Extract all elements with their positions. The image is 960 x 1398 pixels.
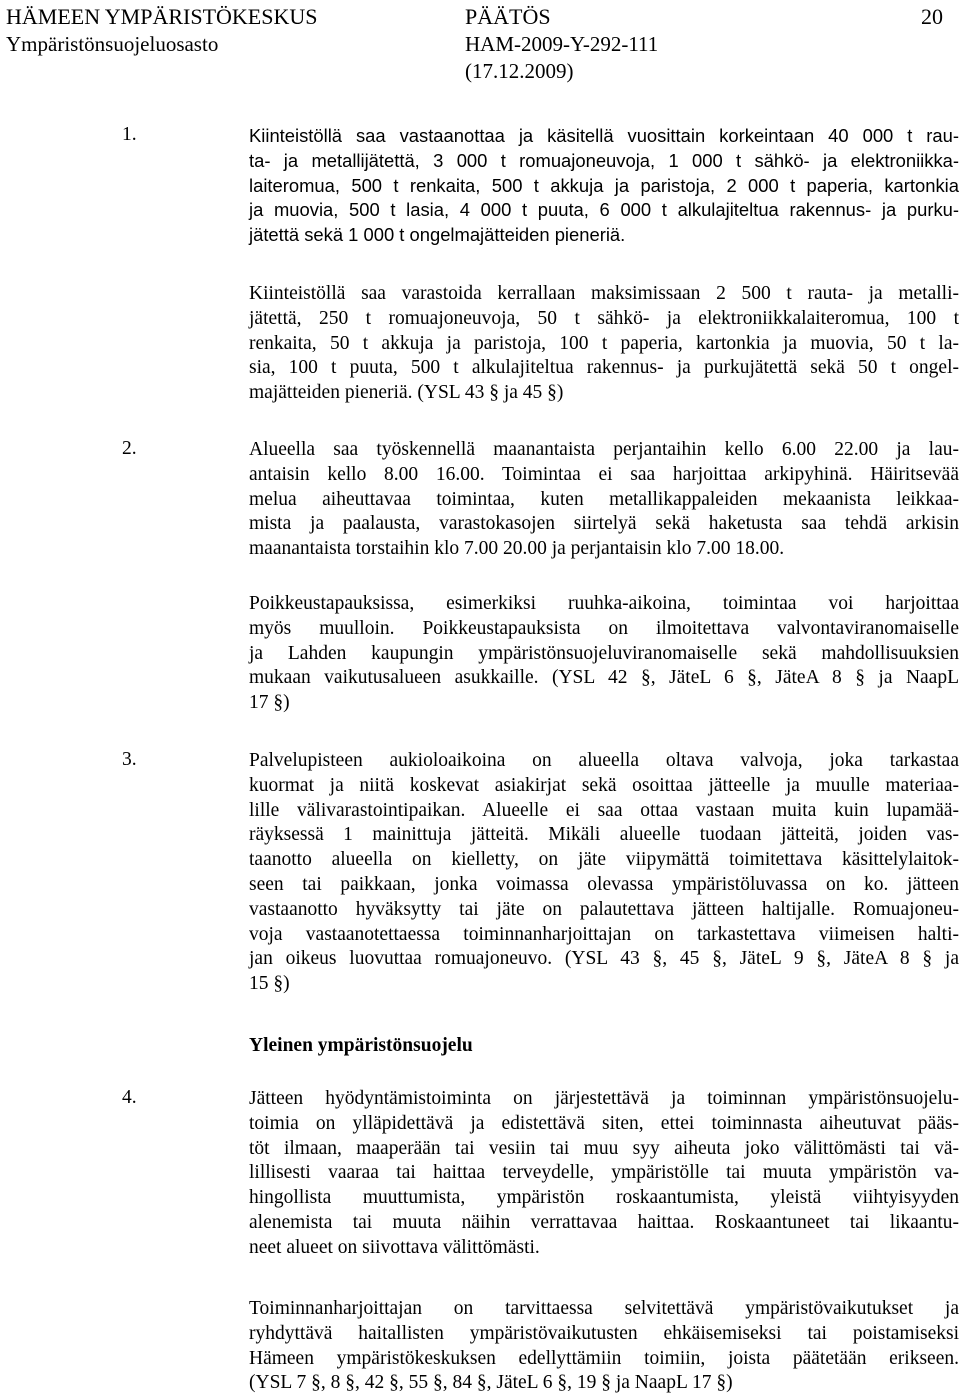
text-line: myös muulloin. Poikkeustapauksista on ilmoitettava valvontaviranomaiselle — [249, 617, 959, 639]
text-line: Kiinteistöllä saa vastaanottaa ja käsitellä vuosittain korkeintaan 40 000 t rau- — [249, 125, 959, 146]
item-number-4: 4. — [122, 1087, 137, 1108]
text-line: ryhdyttävä haitallisten ympäristövaikutusten ehkäisemiseksi tai poistamiseksi — [249, 1322, 959, 1344]
text-line: Toiminnanharjoittajan on tarvittaessa selvitettävä ympäristövaikutukset ja — [249, 1298, 959, 1319]
text-line: toimia on ylläpidettävä ja edistettävä siten, ettei toiminnasta aiheutuvat pääs- — [249, 1112, 959, 1134]
item-4-paragraph-1 — [249, 1087, 959, 1261]
header-unit: Ympäristönsuojeluosasto — [6, 32, 219, 56]
item-2-paragraph-2 — [249, 592, 959, 716]
text-line: Poikkeustapauksissa, esimerkiksi ruuhka-aikoina, toimintaa voi harjoittaa — [249, 593, 959, 614]
text-line: sia, 100 t puuta, 500 t alkulajiteltua rakennus- ja purkujätettä sekä 50 t ongel- — [249, 357, 959, 379]
text-line: jätettä, 250 t romuajoneuvoja, 50 t sähkö- ja elektroniikkalaiteromua, 100 t — [249, 307, 959, 329]
text-line: ja muovia, 500 t lasia, 4 000 t puuta, 6 000 t alkulajiteltua rakennus- ja purku- — [249, 199, 959, 221]
text-line: Hämeen ympäristökeskuksen edellyttämiin toimiin, joista päätetään erikseen. — [249, 1347, 959, 1369]
text-line: mista ja paalausta, varastokasojen siirtelyä sekä haketusta saa tehdä arkisin — [249, 513, 959, 535]
text-line: ta- ja metallijätettä, 3 000 t romuajoneuvoja, 1 000 t sähkö- ja elektroniikka- — [249, 149, 959, 171]
text-line: lille välivarastointipaikan. Alueelle ei saa ottaa vastaan muita kuin lupamää- — [249, 799, 959, 821]
item-number-1: 1. — [122, 124, 137, 145]
text-line: antaisin kello 8.00 16.00. Toimintaa ei saa harjoittaa arkipyhinä. Häiritsevää — [249, 463, 959, 485]
text-line: lillisesti vaaraa tai haittaa terveydelle, ympäristölle tai muuta ympäristön va- — [249, 1162, 959, 1184]
text-line: (YSL 7 §, 8 §, 42 §, 55 §, 84 §, JäteL 6 §, 19 § ja NaapL 17 §) — [249, 1372, 733, 1394]
header-org: HÄMEEN YMPÄRISTÖKESKUS — [6, 4, 318, 29]
text-line: taanotto alueella on kielletty, on jäte viipymättä toimitettava käsittelylaitok- — [249, 849, 959, 871]
item-number-2: 2. — [122, 438, 137, 459]
text-line: alenemista tai muuta näihin verrattavaa haittaa. Roskaantuneet tai likaantu- — [249, 1211, 959, 1233]
text-line: majätteiden pieneriä. (YSL 43 § ja 45 §) — [249, 382, 564, 404]
text-line: renkaita, 50 t akkuja ja paristoja, 100 t paperia, kartonkia ja muovia, 50 t la- — [249, 332, 959, 354]
text-line: seen tai paikkaan, jonka voimassa olevassa ympäristöluvassa on ko. jätteen — [249, 873, 959, 895]
text-line: mukaan vaikutusalueen asukkaille. (YSL 42 §, JäteL 6 §, JäteA 8 § ja NaapL — [249, 667, 959, 689]
item-3-paragraph-1 — [249, 749, 959, 997]
item-2-paragraph-1 — [249, 438, 959, 562]
text-line: Kiinteistöllä saa varastoida kerrallaan maksimissaan 2 500 t rauta- ja metalli- — [249, 283, 959, 304]
text-line: voja vastaanotettaessa toiminnanharjoittajan on tarkastettava viimeisen halti- — [249, 923, 959, 945]
text-line: ja Lahden kaupungin ympäristönsuojeluviranomaiselle sekä mahdollisuuksien — [249, 642, 959, 664]
text-line: maanantaista torstaihin klo 7.00 20.00 ja perjantaisin klo 7.00 18.00. — [249, 538, 785, 560]
text-line: jätettä sekä 1 000 t ongelmajätteiden pieneriä. — [249, 224, 626, 246]
text-line: kuormat ja niitä koskevat asiakirjat sekä osoittaa jätteelle ja muulle materiaa- — [249, 774, 959, 796]
header-doc-id: HAM-2009-Y-292-111 — [465, 32, 659, 56]
text-line: töt ilmaan, maaperään tai vesiin tai muu syy aiheuta joko välittömästi tai vä- — [249, 1137, 959, 1159]
page-number: 20 — [921, 4, 943, 29]
item-number-3: 3. — [122, 749, 137, 770]
text-line: Palvelupisteen aukioloaikoina on alueella oltava valvoja, joka tarkastaa — [249, 750, 959, 771]
text-line: melua aiheuttavaa toimintaa, kuten metallikappaleiden mekaanista leikkaa- — [249, 488, 959, 510]
text-line: 15 §) — [249, 973, 290, 995]
text-line: Jätteen hyödyntämistoiminta on järjestettävä ja toiminnan ympäristönsuojelu- — [249, 1088, 959, 1109]
item-1-paragraph-1 — [249, 124, 959, 248]
header-doc-type: PÄÄTÖS — [465, 4, 551, 29]
section-heading: Yleinen ympäristönsuojelu — [249, 1035, 473, 1056]
text-line: jan oikeus luovuttaa romuajoneuvo. (YSL 43 §, 45 §, JäteL 9 §, JäteA 8 § ja — [249, 948, 959, 970]
text-line: laiteromua, 500 t renkaita, 500 t akkuja ja paristoja, 2 000 t paperia, kartonkia — [249, 174, 959, 196]
text-line: räyksessä 1 mainittuja jätteitä. Mikäli alueelle tuodaan jätteitä, joiden vas- — [249, 824, 959, 846]
item-4-paragraph-2 — [249, 1297, 959, 1396]
text-line: neet alueet on siivottava välittömästi. — [249, 1236, 540, 1258]
text-line: 17 §) — [249, 692, 290, 714]
header-date: (17.12.2009) — [465, 59, 574, 83]
item-1-paragraph-2 — [249, 282, 959, 406]
text-line: hingollista muuttumista, ympäristön roskaantumista, yleistä viihtyisyyden — [249, 1187, 959, 1209]
text-line: Alueella saa työskennellä maanantaista perjantaihin kello 6.00 22.00 ja lau- — [249, 439, 959, 460]
text-line: vastaanotto hyväksytty tai jäte on palautettava jätteen haltijalle. Romuajoneu- — [249, 898, 959, 920]
